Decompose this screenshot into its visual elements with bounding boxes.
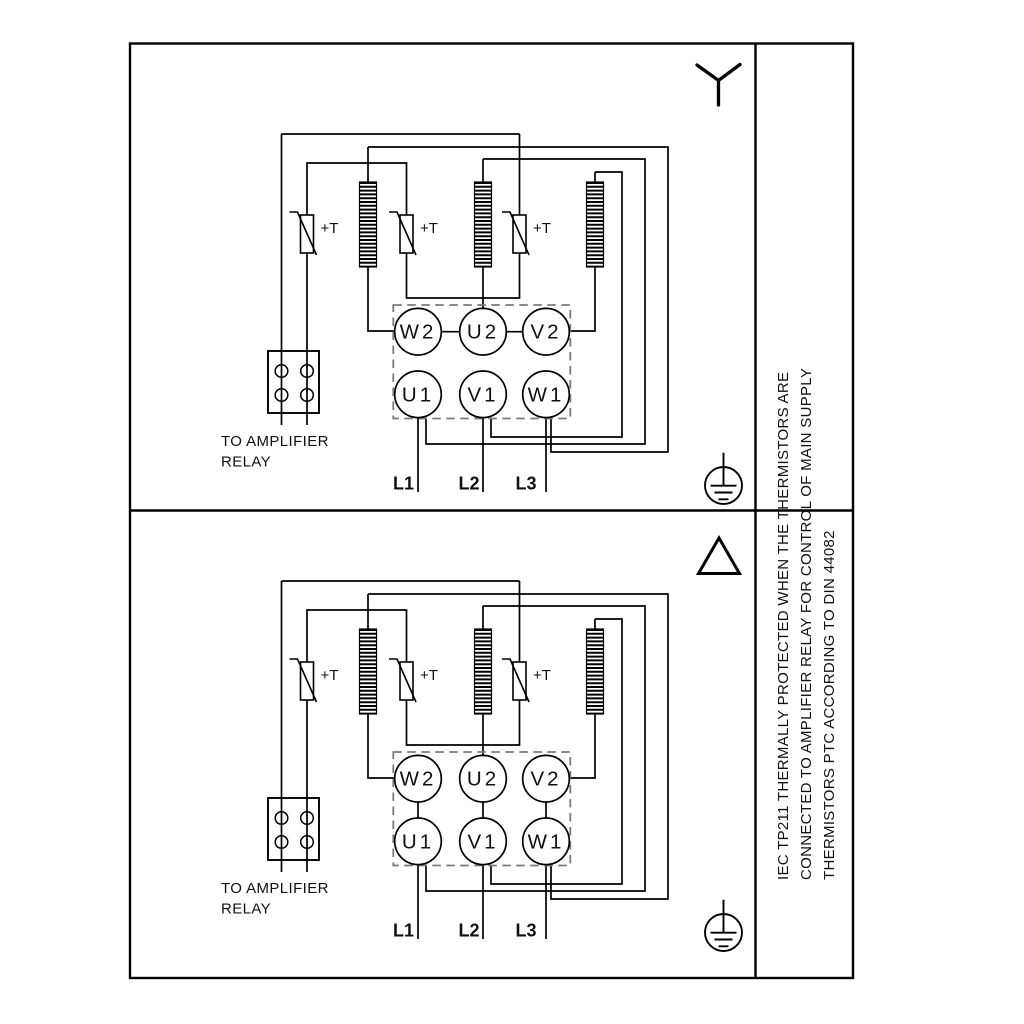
side-note	[775, 368, 838, 880]
star-panel	[221, 65, 742, 505]
side-note-line-1: IEC TP211 THERMALLY PROTECTED WHEN THE THERMISTORS ARE	[775, 371, 792, 880]
delta-connection-icon	[699, 538, 740, 574]
side-note-line-3: THERMISTORS PTC ACCORDING TO DIN 44082	[821, 530, 838, 880]
delta-bridges	[418, 802, 546, 818]
star-connection-icon	[697, 65, 740, 106]
side-note-line-2: CONNECTED TO AMPLIFIER RELAY FOR CONTROL OF MAIN SUPPLY	[798, 367, 815, 880]
delta-panel	[221, 538, 742, 951]
